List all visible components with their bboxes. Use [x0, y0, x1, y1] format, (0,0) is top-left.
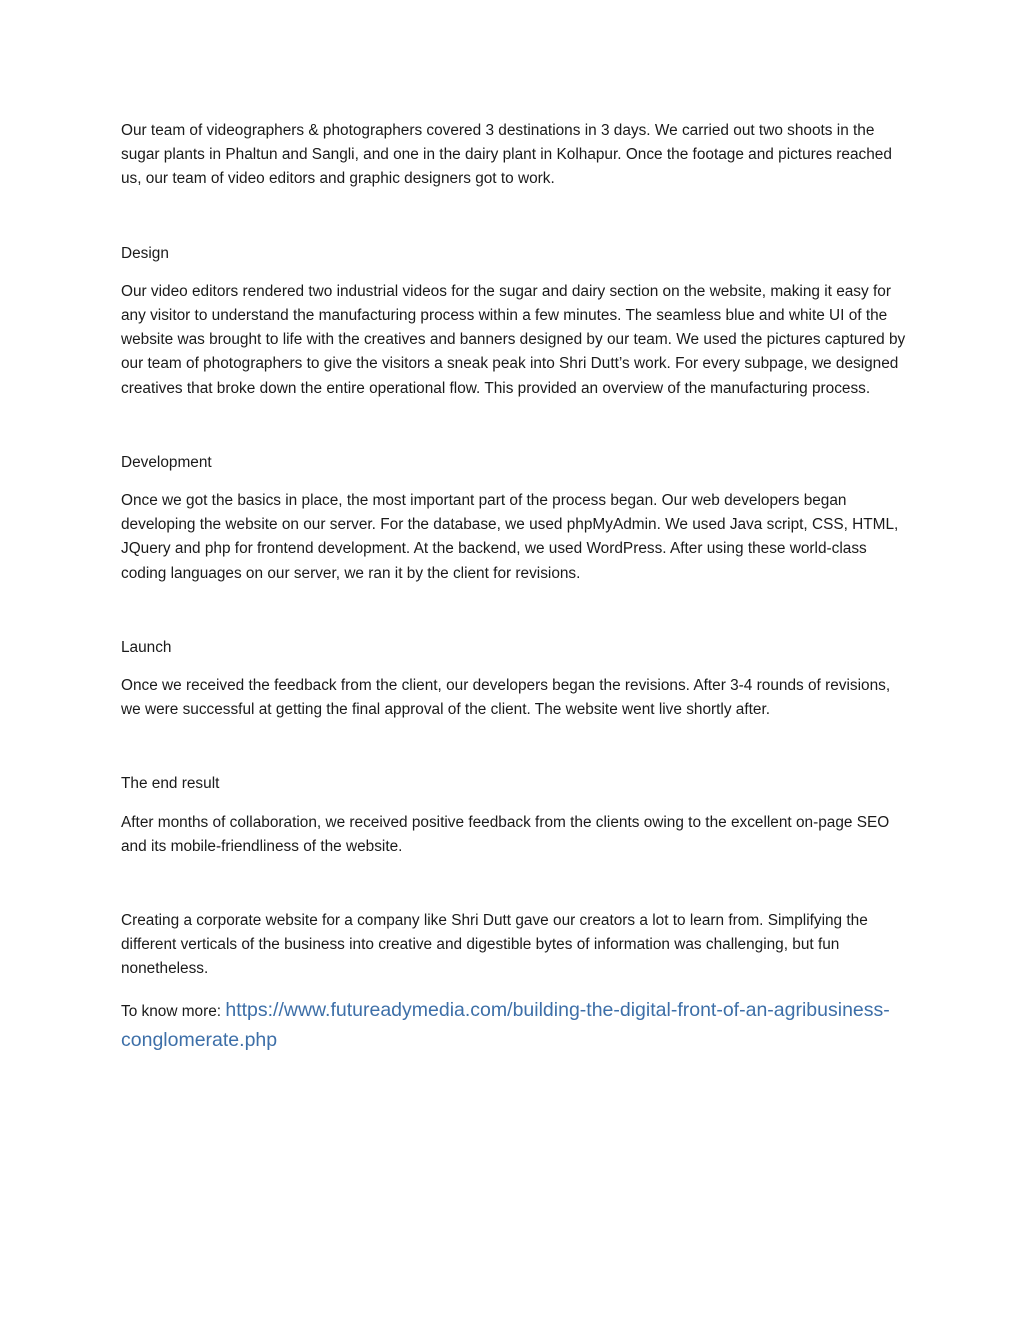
know-more-label: To know more: [121, 1002, 226, 1020]
section-heading-launch: Launch [121, 638, 172, 656]
section-heading-design: Design [121, 244, 169, 262]
article-link[interactable]: https://www.futureadymedia.com/building-the-digital-front-of-an-agribusiness-conglomerate.php [121, 998, 890, 1051]
section-heading-end-result: The end result [121, 775, 220, 793]
section-body-design: Our video editors rendered two industrial videos for the sugar and dairy section on the website, making it easy for any visitor to understand the manufacturing process within a few minutes. The seamless blue and white UI of the website was brought to life with the creatives and banners designed by our team. We used the pictures captured by our team of photographers to give the visitors a sneak peak into Shri Dutt’s work. For every subpage, we designed creatives that broke down the entire operational flow. This provided an overview of the manufacturing process. [121, 282, 906, 397]
section-heading-development: Development [121, 453, 212, 471]
section-body-launch: Once we received the feedback from the client, our developers began the revisions. After 3-4 rounds of revisions, we were successful at getting the final approval of the client. The website went live shortly after. [121, 677, 891, 719]
section-body-end-result: After months of collaboration, we received positive feedback from the clients owing to the excellent on-page SEO and its mobile-friendliness of the website. [121, 813, 890, 855]
know-more-line [121, 996, 911, 1056]
closing-paragraph: Creating a corporate website for a company like Shri Dutt gave our creators a lot to learn from. Simplifying the different verticals of the business into creative and digestible bytes of information was challenging, but fun nonetheless. [121, 912, 868, 978]
section-body-development: Once we got the basics in place, the most important part of the process began. Our web developers began developing the website on our server. For the database, we used phpMyAdmin. We used Java script, CSS, HTML, JQuery and php for frontend development. At the backend, we used WordPress. After using these world-class coding languages on our server, we ran it by the client for revisions. [121, 492, 899, 582]
intro-paragraph: Our team of videographers & photographers covered 3 destinations in 3 days. We carried out two shoots in the sugar plants in Phaltun and Sangli, and one in the dairy plant in Kolhapur. Once the footage and pictures reached us, our team of video editors and graphic designers got to work. [121, 122, 892, 188]
document-page [121, 119, 911, 1056]
